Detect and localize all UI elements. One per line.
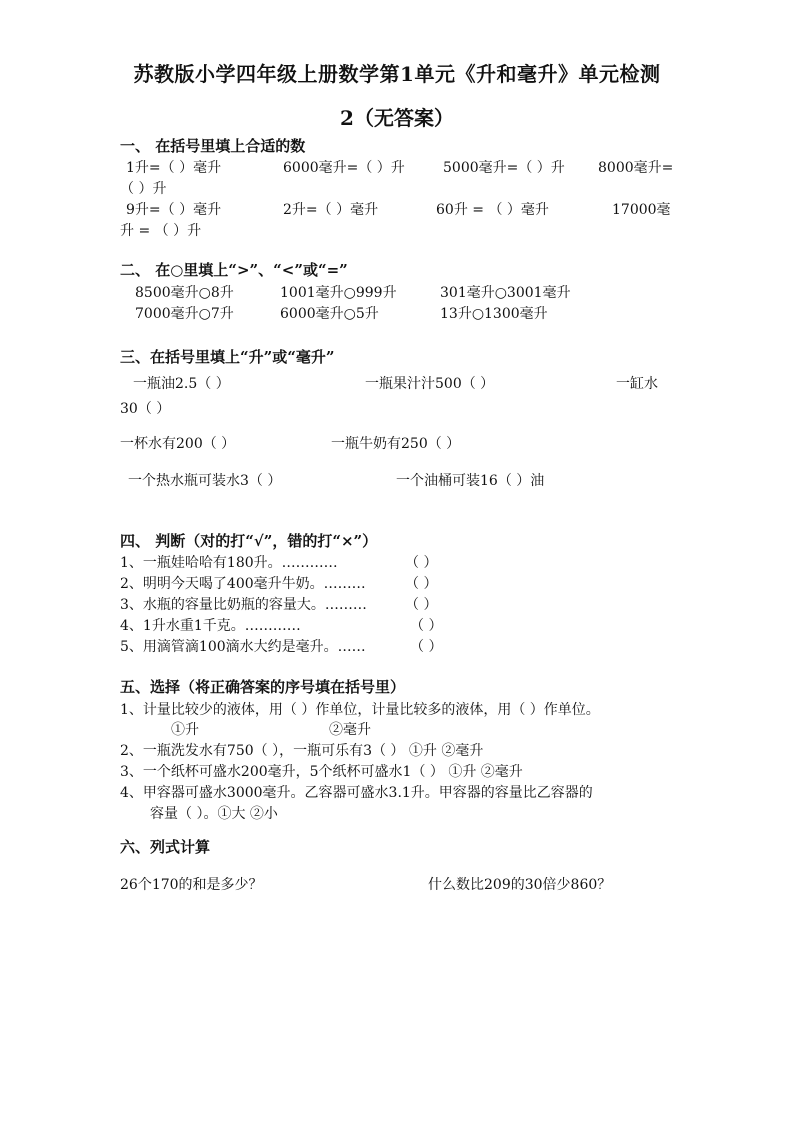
s4-answer-paren: （ ）	[410, 618, 443, 634]
s6-question-1: 26个170的和是多少？	[120, 877, 263, 893]
s4-question: 5、用滴管滴100滴水大约是毫升。……	[120, 639, 366, 655]
s3-item: 30（ ）	[120, 401, 171, 417]
s1-item: 升 = （ ）升	[120, 223, 202, 239]
s1-item: 6000毫升=（ ）升	[283, 160, 405, 176]
s4-answer-paren: （ ）	[410, 639, 443, 655]
s5-option: ①升	[171, 722, 199, 738]
section-6-heading: 六、列式计算	[120, 838, 211, 856]
s4-answer-paren: （ ）	[405, 555, 438, 571]
s3-item: 一个热水瓶可装水3（ ）	[128, 473, 282, 489]
s2-item: 301毫升○3001毫升	[440, 285, 571, 301]
s4-answer-paren: （ ）	[405, 576, 438, 592]
s4-question: 3、水瓶的容量比奶瓶的容量大。………	[120, 597, 367, 613]
section-5-heading: 五、选择（将正确答案的序号填在括号里）	[120, 678, 406, 696]
s1-item: 60升 = （ ）毫升	[436, 202, 549, 218]
section-1-heading: 一、 在括号里填上合适的数	[120, 137, 306, 155]
s5-question-4: 4、甲容器可盛水3000毫升。乙容器可盛水3.1升。甲容器的容量比乙容器的	[120, 785, 593, 801]
s5-question-4-cont: 容量（ ）。①大 ②小	[150, 806, 278, 822]
s2-item: 7000毫升○7升	[135, 306, 234, 322]
s3-item: 一瓶果汁汁500（ ）	[365, 376, 495, 392]
s1-item: 9升=（ ）毫升	[126, 202, 222, 218]
s5-question-1: 1、计量比较少的液体，用（ ）作单位，计量比较多的液体，用（ ）作单位。	[120, 702, 600, 718]
title-line-2: 2（无答案）	[340, 106, 454, 130]
s3-item: 一杯水有200（ ）	[120, 436, 236, 452]
s4-question: 2、明明今天喝了400毫升牛奶。………	[120, 576, 366, 592]
s5-question-2: 2、一瓶洗发水有750（ ），一瓶可乐有3（ ） ①升 ②毫升	[120, 743, 484, 759]
s5-question-3: 3、一个纸杯可盛水200毫升，5个纸杯可盛水1（ ） ①升 ②毫升	[120, 764, 523, 780]
s3-item: 一缸水	[616, 376, 658, 392]
section-4-heading: 四、 判断（对的打“√”，错的打“×”）	[120, 532, 378, 550]
section-3-heading: 三、在括号里填上“升”或“毫升”	[120, 348, 335, 366]
s2-item: 8500毫升○8升	[135, 285, 234, 301]
s4-answer-paren: （ ）	[405, 597, 438, 613]
s1-item: 8000毫升=	[598, 160, 674, 176]
s2-item: 6000毫升○5升	[280, 306, 379, 322]
s6-question-2: 什么数比209的30倍少860？	[428, 877, 612, 893]
s1-item: （ ）升	[120, 181, 167, 197]
s1-item: 1升=（ ）毫升	[126, 160, 222, 176]
s3-item: 一瓶油2.5（ ）	[133, 376, 230, 392]
s4-question: 1、一瓶娃哈哈有180升。…………	[120, 555, 338, 571]
s1-item: 17000毫	[612, 202, 671, 218]
title-line-1: 苏教版小学四年级上册数学第1单元《升和毫升》单元检测	[133, 62, 661, 86]
s5-option: ②毫升	[329, 722, 371, 738]
s4-question: 4、1升水重1千克。…………	[120, 618, 301, 634]
s1-item: 5000毫升=（ ）升	[443, 160, 565, 176]
s3-item: 一瓶牛奶有250（ ）	[331, 436, 461, 452]
s3-item: 一个油桶可装16（ ）油	[396, 473, 545, 489]
s2-item: 1001毫升○999升	[280, 285, 397, 301]
section-2-heading: 二、 在○里填上“>”、“<”或“=”	[120, 261, 348, 279]
s2-item: 13升○1300毫升	[440, 306, 548, 322]
s1-item: 2升=（ ）毫升	[283, 202, 379, 218]
